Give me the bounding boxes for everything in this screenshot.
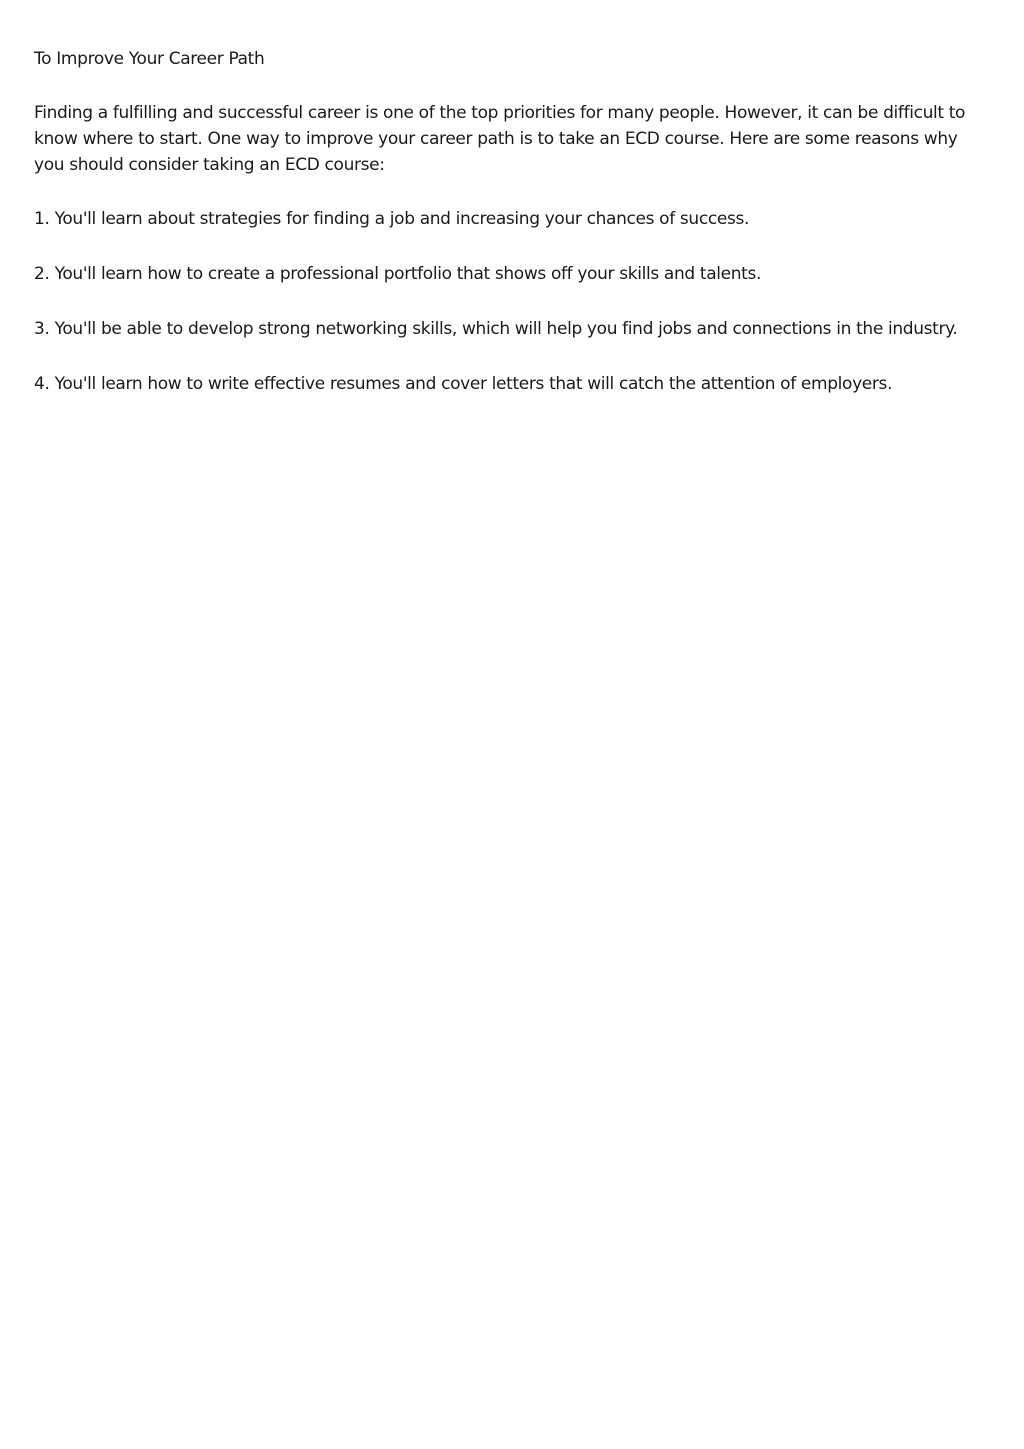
list-item: 1. You'll learn about strategies for finding a job and increasing your chances of success. — [34, 209, 750, 229]
list-item: 3. You'll be able to develop strong networking skills, which will help you find jobs and connections in the industry. — [34, 319, 958, 339]
list-item: 2. You'll learn how to create a professional portfolio that shows off your skills and talents. — [34, 264, 762, 284]
intro-paragraph: Finding a fulfilling and successful career is one of the top priorities for many people. However, it can be difficult to know where to start. One way to improve your career path is to take an ECD course. Here are some reasons why you should consider taking an ECD course: — [34, 103, 966, 175]
document-title: To Improve Your Career Path — [34, 49, 265, 69]
document-page — [34, 46, 992, 426]
list-item: 4. You'll learn how to write effective resumes and cover letters that will catch the attention of employers. — [34, 374, 893, 394]
